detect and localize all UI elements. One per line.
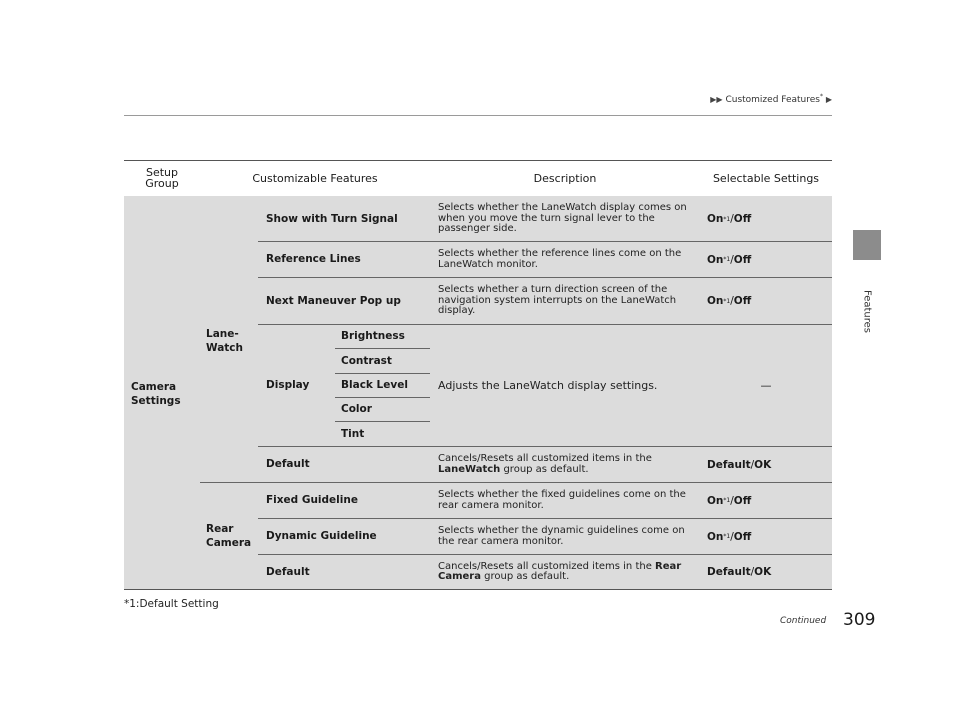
- setting-ok: OK: [754, 566, 772, 578]
- feature-lanewatch-default: Default: [266, 458, 310, 470]
- display-item-contrast: Contrast: [341, 354, 392, 367]
- description-reference-lines: Selects whether the reference lines come on the LaneWatch monitor.: [438, 248, 682, 270]
- desc-bold: LaneWatch: [438, 463, 501, 475]
- setting-on: On: [707, 530, 724, 543]
- display-item-black-level: Black Level: [341, 379, 408, 391]
- setting-off: Off: [733, 530, 752, 543]
- setting-off: Off: [733, 253, 752, 266]
- table-bottom-border: [124, 589, 832, 590]
- desc-text: Cancels/Resets all customized items in the: [438, 453, 652, 464]
- description-fixed-guideline: Selects whether the fixed guidelines come on the rear camera monitor.: [438, 489, 686, 511]
- header-customizable-features: Customizable Features: [252, 171, 378, 185]
- setting-on: On: [707, 494, 724, 507]
- setting-slash: /: [730, 530, 734, 543]
- setting-slash: /: [750, 566, 755, 578]
- feature-next-maneuver-pop-up: Next Maneuver Pop up: [266, 294, 401, 307]
- description-rear-camera-default: [438, 555, 696, 589]
- footnote-ref: *1: [723, 497, 731, 504]
- setting-ok: OK: [754, 458, 772, 471]
- setting-on: On: [707, 213, 724, 225]
- feature-show-with-turn-signal: Show with Turn Signal: [266, 212, 398, 225]
- settings-fixed-guideline: [707, 483, 827, 518]
- display-item-brightness: Brightness: [341, 330, 405, 342]
- setting-on: On: [707, 295, 724, 307]
- continued-label: Continued: [780, 616, 827, 626]
- description-lanewatch-default: [438, 447, 696, 482]
- setting-off: Off: [733, 213, 752, 225]
- double-arrow-icon: ▶▶: [710, 95, 723, 104]
- setting-slash: /: [730, 295, 734, 307]
- setting-slash: /: [730, 494, 734, 507]
- feature-dynamic-guideline: Dynamic Guideline: [266, 530, 377, 542]
- settings-show-with-turn-signal: [707, 197, 827, 241]
- subgroup-rear-camera: Rear Camera: [206, 523, 252, 549]
- breadcrumb-label: Customized Features: [725, 95, 820, 105]
- group-camera-settings: Camera Settings: [131, 381, 181, 407]
- setting-default: Default: [707, 566, 751, 578]
- subgroup-lanewatch: Lane- Watch: [206, 328, 244, 354]
- header-selectable-settings: Selectable Settings: [712, 171, 820, 185]
- description-show-with-turn-signal: Selects whether the LaneWatch display comes on when you move the turn signal lever to the passenger side.: [438, 202, 687, 235]
- desc-text: group as default.: [480, 571, 570, 582]
- page-number: 309: [843, 610, 876, 630]
- side-tab-label: Features: [861, 290, 873, 333]
- settings-rear-camera-default: [707, 555, 827, 589]
- footnote-default-setting: *1:Default Setting: [124, 598, 219, 610]
- description-next-maneuver-pop-up: Selects whether a turn direction screen of the navigation system interrupts on the LaneWatch display.: [438, 284, 677, 317]
- display-item-color: Color: [341, 403, 372, 415]
- settings-next-maneuver-pop-up: [707, 278, 827, 324]
- footnote-ref: *1: [723, 297, 731, 305]
- breadcrumb: [640, 93, 832, 105]
- settings-display: —: [760, 379, 772, 392]
- desc-bold: Rear Camera: [438, 560, 682, 582]
- description-dynamic-guideline: Selects whether the dynamic guidelines come on the rear camera monitor.: [438, 525, 685, 547]
- footnote-ref: *1: [723, 533, 731, 540]
- arrow-icon: ▶: [825, 95, 832, 104]
- settings-lanewatch-default: [707, 447, 827, 482]
- footnote-ref: *1: [723, 215, 731, 223]
- desc-text: Cancels/Resets all customized items in the: [438, 560, 656, 572]
- feature-reference-lines: Reference Lines: [266, 253, 361, 265]
- setting-slash: /: [750, 458, 755, 471]
- settings-reference-lines: [707, 242, 827, 277]
- setting-off: Off: [733, 494, 752, 507]
- breadcrumb-asterisk: *: [819, 93, 823, 100]
- side-tab-marker: [853, 230, 881, 260]
- setting-slash: /: [730, 213, 734, 225]
- setting-on: On: [707, 253, 724, 266]
- side-tab: [852, 266, 882, 366]
- feature-fixed-guideline: Fixed Guideline: [266, 494, 358, 506]
- header-setup-group: Setup Group: [145, 166, 179, 190]
- display-item-tint: Tint: [341, 427, 365, 440]
- feature-rear-camera-default: Default: [266, 565, 310, 578]
- desc-text: group as default.: [500, 463, 589, 475]
- header-rule: [124, 115, 832, 116]
- description-display: Adjusts the LaneWatch display settings.: [438, 379, 658, 392]
- feature-display: Display: [266, 379, 310, 391]
- setting-slash: /: [730, 253, 734, 266]
- setting-default: Default: [707, 458, 751, 471]
- setting-off: Off: [733, 295, 752, 307]
- settings-dynamic-guideline: [707, 519, 827, 554]
- footnote-ref: *1: [723, 256, 731, 263]
- header-description: Description: [533, 171, 597, 185]
